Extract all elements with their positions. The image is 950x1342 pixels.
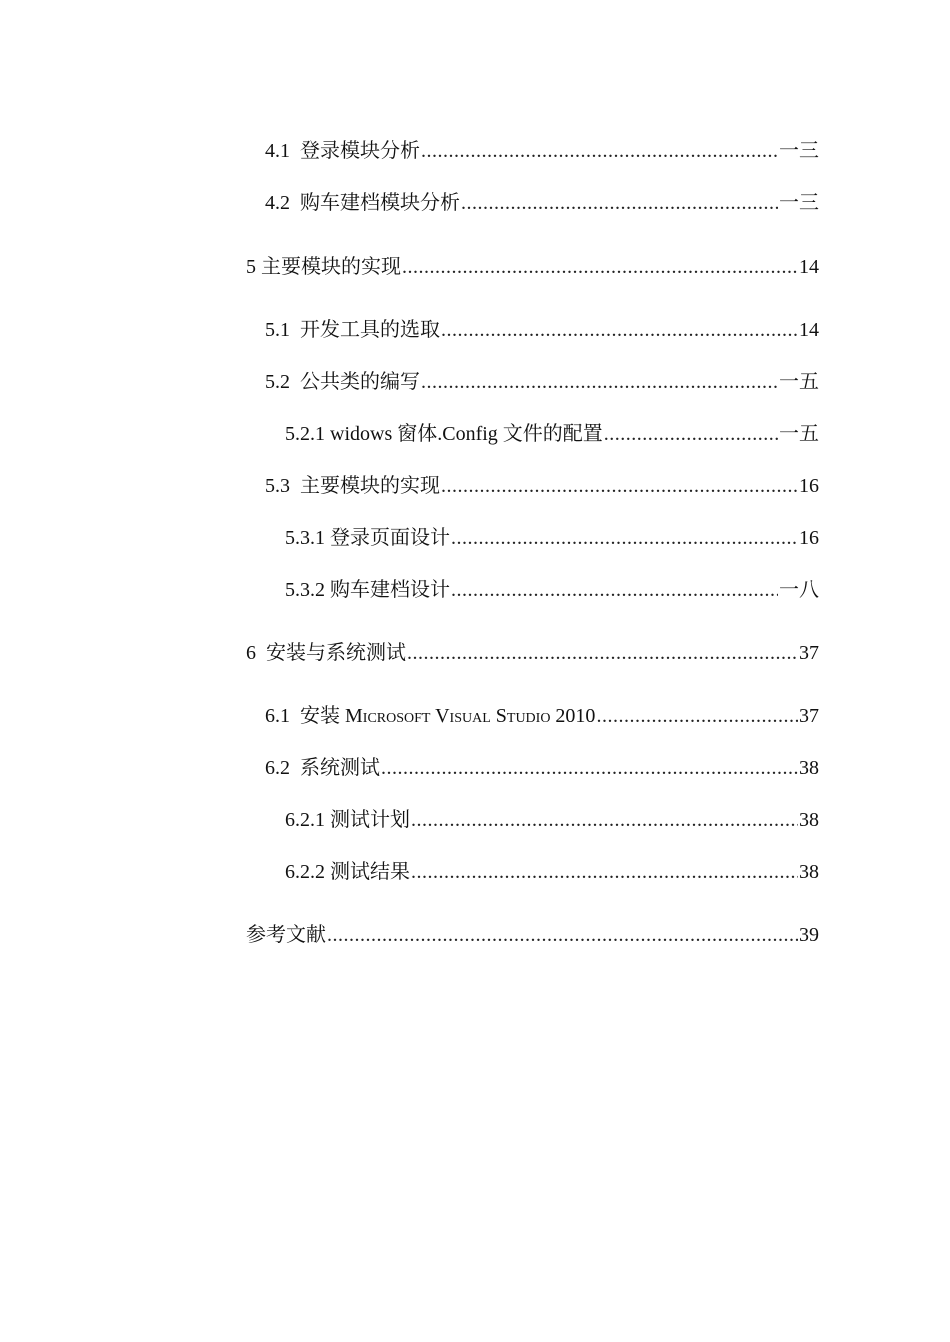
toc-entry-5-2-1 [285, 422, 819, 446]
toc-entry-title: 4.1 登录模块分析 [265, 140, 420, 162]
toc-entry-5-3 [265, 474, 819, 498]
toc-dot-leader [421, 370, 778, 394]
toc-entry-5-3-2 [285, 578, 819, 602]
toc-entry-title: 6.2 系统测试 [265, 757, 380, 779]
toc-page-number: 39 [799, 924, 819, 946]
toc-page-number: 38 [799, 861, 819, 883]
toc-page-number: 一五 [779, 423, 819, 445]
toc-dot-leader [461, 191, 778, 215]
toc-entry-title: 4.2 购车建档模块分析 [265, 192, 460, 214]
toc-page-number: 37 [799, 642, 819, 664]
toc-entry-title: 5.3.2 购车建档设计 [285, 579, 450, 601]
toc-page-number: 一八 [779, 579, 819, 601]
toc-entry-6-2 [265, 756, 819, 780]
toc-dot-leader [451, 526, 798, 550]
toc-page-number: 38 [799, 809, 819, 831]
toc-dot-leader [407, 641, 798, 665]
toc-entry-title: 5.3.1 登录页面设计 [285, 527, 450, 549]
toc-page-number: 38 [799, 757, 819, 779]
toc-entry-title: 6 安装与系统测试 [246, 642, 406, 664]
toc-entry-title: 5.2.1 widows 窗体.Config 文件的配置 [285, 423, 603, 445]
toc-entry-5-1 [265, 318, 819, 342]
toc-entry-6-2-2 [285, 860, 819, 884]
toc-entry-6-2-1 [285, 808, 819, 832]
toc-entry-title: 6.1 安装 Microsoft Visual Studio 2010 [265, 705, 596, 727]
toc-entry-6 [246, 641, 819, 665]
toc-entry-title: 参考文献 [246, 924, 326, 946]
toc-page-number: 14 [799, 256, 819, 278]
toc-dot-leader [441, 318, 798, 342]
toc-dot-leader [402, 255, 798, 279]
toc-entry-5-2 [265, 370, 819, 394]
toc-entry-6-1 [265, 704, 819, 728]
toc-entry-title: 5.1 开发工具的选取 [265, 319, 440, 341]
toc-dot-leader [411, 808, 798, 832]
toc-entry-title: 5.2 公共类的编写 [265, 371, 420, 393]
toc-entry-5 [246, 255, 819, 279]
toc-page-number: 14 [799, 319, 819, 341]
toc-entry-title: 5 主要模块的实现 [246, 256, 401, 278]
toc-page-number: 37 [799, 705, 819, 727]
toc-dot-leader [411, 860, 798, 884]
toc-page-number: 一三 [779, 192, 819, 214]
toc-dot-leader [596, 704, 798, 728]
toc-entry-title: 5.3 主要模块的实现 [265, 475, 440, 497]
toc-entry-references [246, 923, 819, 947]
toc-entry-title: 6.2.2 测试结果 [285, 861, 410, 883]
toc-dot-leader [381, 756, 798, 780]
toc-page-number: 16 [799, 527, 819, 549]
toc-entry-4-1 [265, 139, 819, 163]
toc-dot-leader [327, 923, 798, 947]
toc-page-number: 16 [799, 475, 819, 497]
toc-page-number: 一三 [779, 140, 819, 162]
toc-dot-leader [451, 578, 778, 602]
toc-page-number: 一五 [779, 371, 819, 393]
toc-entry-4-2 [265, 191, 819, 215]
toc-dot-leader [421, 139, 778, 163]
toc-dot-leader [441, 474, 798, 498]
toc-entry-5-3-1 [285, 526, 819, 550]
toc-entry-title: 6.2.1 测试计划 [285, 809, 410, 831]
toc-dot-leader [604, 422, 778, 446]
